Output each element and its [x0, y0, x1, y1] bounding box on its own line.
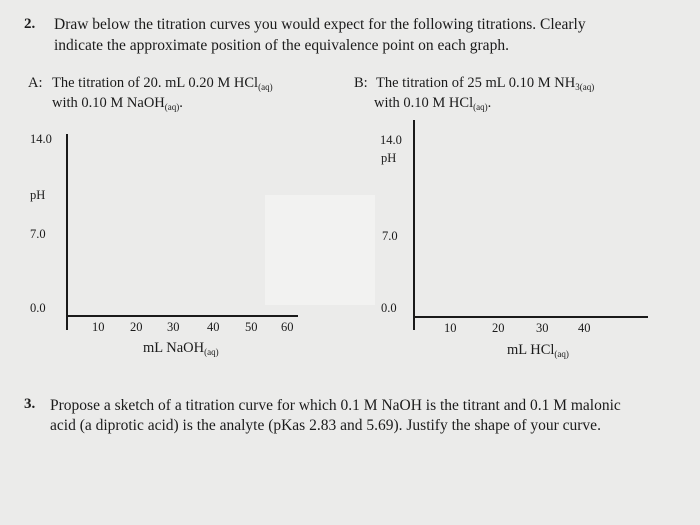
graph-a-x-label-subscript: (aq)	[204, 347, 219, 357]
question-2-number: 2.	[24, 16, 36, 32]
part-b-line-2-subscript: (aq)	[473, 102, 488, 112]
part-a-line-1	[52, 76, 273, 92]
graph-b-y-label: pH	[381, 151, 397, 165]
graph-a-x-tick: 20	[130, 320, 143, 334]
part-a-line-2-subscript: (aq)	[164, 102, 180, 112]
part-b-line-2	[374, 96, 491, 112]
graph-a-y-label: pH	[30, 188, 46, 202]
question-2-line-2: indicate the approximate position of the equivalence point on each graph.	[54, 37, 509, 54]
part-b-line-2-period: .	[487, 95, 492, 111]
graph-a-x-axis	[66, 315, 298, 317]
graph-b-x-label-text: mL HCl	[507, 342, 555, 358]
part-b-line-1	[376, 76, 594, 92]
bleed-through-patch	[265, 195, 375, 305]
graph-b-x-tick: 40	[578, 321, 591, 335]
part-b-line-1-subscript: 3(aq)	[575, 82, 595, 92]
graph-a-x-tick: 30	[167, 320, 180, 334]
graph-a-x-tick: 10	[92, 320, 105, 334]
part-a-line-2-text: with 0.10 M NaOH	[52, 95, 165, 111]
question-3-line-2: acid (a diprotic acid) is the analyte (pKas 2.83 and 5.69). Justify the shape of your curve.	[50, 417, 601, 434]
graph-b-x-label-subscript: (aq)	[554, 349, 569, 359]
graph-b-x-tick: 10	[444, 321, 457, 335]
part-a-line-1-text: The titration of 20. mL 0.20 M HCl	[52, 75, 259, 91]
question-3-line-1: Propose a sketch of a titration curve for which 0.1 M NaOH is the titrant and 0.1 M malonic	[50, 397, 621, 414]
part-a-line-2-period: .	[179, 95, 183, 111]
graph-b-x-tick: 20	[492, 321, 505, 335]
part-a-line-2	[52, 96, 183, 112]
question-2-line-1: Draw below the titration curves you would expect for the following titrations. Clearly	[54, 16, 586, 33]
part-b-line-2-text: with 0.10 M HCl	[374, 95, 474, 111]
graph-a-y-axis	[66, 134, 68, 330]
graph-a-x-tick: 40	[207, 320, 220, 334]
graph-a-y-tick-0: 0.0	[30, 301, 46, 315]
graph-b-y-tick-14: 14.0	[380, 133, 402, 147]
graph-a-x-tick: 50	[245, 320, 258, 334]
graph-b-x-tick: 30	[536, 321, 549, 335]
part-b-line-1-text: The titration of 25 mL 0.10 M NH	[376, 75, 576, 91]
part-a-label: A:	[28, 75, 43, 91]
graph-a-y-tick-7: 7.0	[30, 227, 46, 241]
graph-b-y-tick-0: 0.0	[381, 301, 397, 315]
graph-a-x-tick: 60	[281, 320, 294, 334]
graph-a-x-label	[143, 341, 219, 357]
graph-b-y-tick-7: 7.0	[382, 229, 398, 243]
graph-b-x-label	[507, 343, 569, 359]
question-3-number: 3.	[24, 396, 36, 412]
part-b-label: B:	[354, 75, 368, 91]
graph-a-x-label-text: mL NaOH	[143, 340, 205, 356]
graph-a-y-tick-14: 14.0	[30, 132, 52, 146]
part-a-line-1-subscript: (aq)	[258, 82, 273, 92]
graph-b-y-axis	[413, 120, 415, 330]
graph-b-x-axis	[413, 316, 648, 318]
